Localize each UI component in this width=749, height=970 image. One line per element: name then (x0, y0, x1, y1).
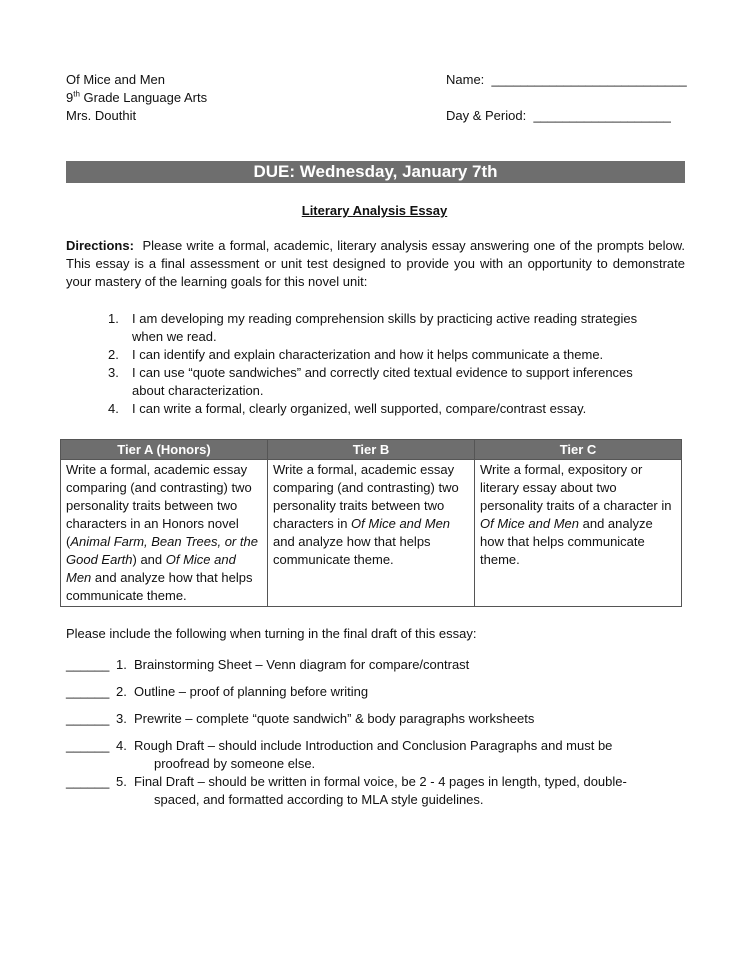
check-blank: ______ (66, 774, 110, 789)
check-text (134, 773, 654, 809)
prompt-text: Write a formal, academic essay comparing (and contrasting) two personality traits between two characters in (273, 462, 459, 531)
teacher-name: Mrs. Douthit (66, 108, 137, 123)
goal-number: 2. (108, 347, 119, 362)
check-number: 4. (116, 738, 127, 753)
name-row (446, 71, 687, 89)
due-date-banner: DUE: Wednesday, January 7th (66, 161, 685, 183)
grade-line (66, 89, 207, 107)
directions-label: Directions: (66, 238, 134, 253)
check-blank: ______ (66, 711, 110, 726)
prompt-text: Write a formal, academic essay comparing (and contrasting) two personality traits between two characters in an Honors novel ( (66, 462, 252, 549)
check-text-line: proofread by someone else. (154, 756, 316, 771)
check-number: 5. (116, 774, 127, 789)
prompt-book-title: Of Mice and Men (480, 516, 579, 531)
prompt-book-title: Of Mice and Men (351, 516, 451, 531)
check-blank: ______ (66, 738, 110, 753)
prompt-text: and analyze how that helps communicate theme. (66, 570, 253, 603)
tier-a-header: Tier A (Honors) (61, 440, 268, 460)
prompt-text: and analyze how that helps communicate theme. (273, 534, 431, 567)
period-label: Day & Period: (446, 108, 527, 123)
prompt-text: Write a formal, expository or literary essay about two personality traits of a character in (480, 462, 672, 513)
check-text-line: Brainstorming Sheet – Venn diagram for compare/contrast (134, 657, 470, 672)
learning-goal (108, 364, 668, 400)
course-info (66, 71, 207, 125)
directions-text: Please write a formal, academic, literary analysis essay answering one of the prompts below. This essay is a final assessment or unit test designed to provide you with an opportunity to demonstrate your mastery of the learning goals for this novel unit: (66, 238, 685, 289)
name-blank: ___________________________ (491, 72, 687, 87)
goal-number: 1. (108, 311, 119, 326)
check-text (134, 710, 654, 728)
goal-number: 4. (108, 401, 119, 416)
check-blank: ______ (66, 684, 110, 699)
check-number: 1. (116, 657, 127, 672)
check-text-line: spaced, and formatted according to MLA style guidelines. (154, 792, 484, 807)
learning-goal (108, 400, 668, 418)
check-number: 3. (116, 711, 127, 726)
check-text (134, 683, 654, 701)
check-blank: ______ (66, 657, 110, 672)
check-text-line: Outline – proof of planning before writing (134, 684, 369, 699)
period-row (446, 107, 687, 125)
check-text (134, 656, 654, 674)
prompt-book-title: Of Mice and Men (66, 552, 236, 585)
tier-c-prompt (475, 460, 682, 607)
checklist-intro: Please include the following when turning in the final draft of this essay: (66, 626, 477, 641)
learning-goal (108, 346, 668, 364)
essay-title: Literary Analysis Essay (301, 203, 448, 218)
check-text-line: Final Draft – should be written in formal voice, be 2 - 4 pages in length, typed, double- (134, 774, 627, 789)
goal-text: I can identify and explain characterization and how it helps communicate a theme. (132, 347, 604, 362)
goal-text: I can use “quote sandwiches” and correctly cited textual evidence to support inferences about characterization. (132, 365, 633, 398)
directions-paragraph (66, 237, 685, 291)
grade-suffix: th (73, 89, 80, 99)
tier-a-prompt (61, 460, 268, 607)
check-text-line: Rough Draft – should include Introduction and Conclusion Paragraphs and must be (134, 738, 613, 753)
course-title: Of Mice and Men (66, 72, 165, 87)
goal-text: I am developing my reading comprehension skills by practicing active reading strategies when we read. (132, 311, 638, 344)
check-text-line: Prewrite – complete “quote sandwich” & body paragraphs worksheets (134, 711, 535, 726)
prompt-text: and analyze how that helps communicate theme. (480, 516, 653, 567)
tier-b-header: Tier B (268, 440, 475, 460)
learning-goal (108, 310, 668, 346)
tier-header-row (61, 440, 682, 460)
tier-table (60, 439, 682, 607)
period-blank: ___________________ (533, 108, 671, 123)
goal-text: I can write a formal, clearly organized, well supported, compare/contrast essay. (132, 401, 587, 416)
tier-b-prompt (268, 460, 475, 607)
prompt-text: ) and (132, 552, 166, 567)
check-number: 2. (116, 684, 127, 699)
check-text (134, 737, 654, 773)
name-label: Name: (446, 72, 485, 87)
student-info (446, 71, 687, 125)
tier-c-header: Tier C (475, 440, 682, 460)
learning-goals-list (108, 310, 668, 418)
goal-number: 3. (108, 365, 119, 380)
tier-prompt-row (61, 460, 682, 607)
grade-subject: Grade Language Arts (79, 90, 208, 105)
prompt-book-titles: Animal Farm, Bean Trees, or the Good Earth (66, 534, 258, 567)
grade-number: 9 (66, 90, 74, 105)
